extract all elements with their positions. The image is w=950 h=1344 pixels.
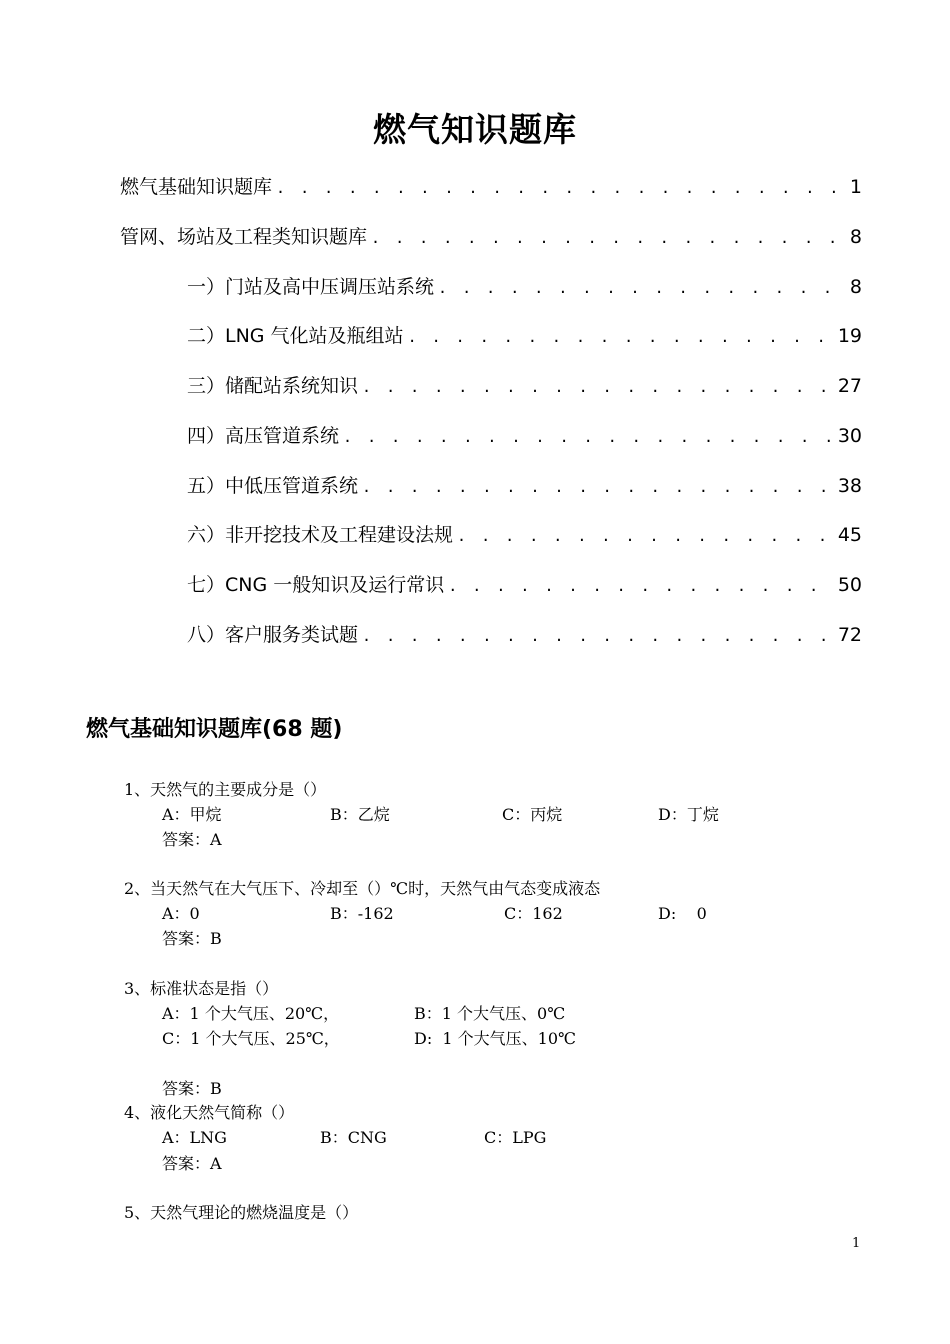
toc-entry-page: 19 [837,325,862,347]
toc-leader-dots [457,523,834,549]
toc-entry[interactable] [187,323,862,349]
toc-entry-label: 五）中低压管道系统 [187,475,359,497]
toc-entry-label: 四）高压管道系统 [187,425,340,447]
document-title: 燃气知识题库 [373,110,577,149]
toc-entry-page: 50 [837,574,862,596]
toc-leader-dots [408,324,834,350]
question-option: D：丁烷 [658,805,719,824]
toc-leader-dots [362,374,834,400]
toc-entry-page: 8 [849,226,862,248]
toc-entry-page: 38 [837,475,862,497]
question-stem: 3、标准状态是指（） [124,979,279,998]
toc-leader-dots [343,424,834,450]
question-option: B：-162 [330,904,394,923]
toc-entry-page: 8 [849,276,862,298]
question-option: B：1 个大气压、0℃ [414,1004,566,1023]
question-stem: 2、当天然气在大气压下、冷却至（）℃时，天然气由气态变成液态 [124,879,601,898]
question-answer: 答案：B [162,929,222,948]
toc-leader-dots [276,175,846,201]
toc-leader-dots [438,275,846,301]
question-option: A：甲烷 [162,805,222,824]
toc-entry-label: 三）储配站系统知识 [187,375,359,397]
toc-entry-page: 45 [837,524,862,546]
toc-leader-dots [362,623,834,649]
toc-entry-page: 1 [849,176,862,198]
toc-entry-label: 一）门站及高中压调压站系统 [187,276,435,298]
question-option: B：乙烷 [330,805,390,824]
question-option: D: 0 [658,904,707,923]
question-option: C：丙烷 [502,805,563,824]
question-option: D: 1 个大气压、10℃ [414,1029,576,1048]
toc-entry-label: 管网、场站及工程类知识题库 [120,226,368,248]
toc-entry[interactable] [187,622,862,648]
toc-entry[interactable] [187,473,862,499]
toc-entry[interactable] [187,423,862,449]
toc-entry[interactable] [187,572,862,598]
toc-entry[interactable] [120,224,862,250]
toc-entry-label: 八）客户服务类试题 [187,624,359,646]
question-answer: 答案：A [162,1154,222,1173]
question-option: C：162 [504,904,563,923]
question-option: A：0 [162,904,200,923]
toc-entry[interactable] [187,373,862,399]
section-heading: 燃气基础知识题库(68 题) [86,717,343,742]
toc-entry-page: 30 [837,425,862,447]
question-stem: 1、天然气的主要成分是（） [124,780,327,799]
toc-leader-dots [362,474,834,500]
question-option: C：1 个大气压、25℃， [162,1029,340,1048]
toc-entry[interactable] [120,174,862,200]
toc-entry-page: 72 [837,624,862,646]
toc-entry-label: 六）非开挖技术及工程建设法规 [187,524,454,546]
toc-leader-dots [448,573,834,599]
question-stem: 5、天然气理论的燃烧温度是（） [124,1203,359,1222]
toc-entry-page: 27 [837,375,862,397]
question-option: A：1 个大气压、20℃， [162,1004,340,1023]
question-option: B：CNG [320,1128,387,1147]
toc-entry[interactable] [187,522,862,548]
question-answer: 答案：A [162,830,222,849]
question-option: A：LNG [162,1128,227,1147]
toc-leader-dots [371,225,846,251]
question-answer: 答案：B [162,1079,222,1098]
question-stem: 4、液化天然气简称（） [124,1103,295,1122]
toc-entry[interactable] [187,274,862,300]
page-number: 1 [852,1236,861,1251]
toc-entry-label: 七）CNG 一般知识及运行常识 [187,574,445,596]
question-option: C：LPG [484,1128,547,1147]
toc-entry-label: 燃气基础知识题库 [120,176,273,198]
toc-entry-label: 二）LNG 气化站及瓶组站 [187,325,404,347]
